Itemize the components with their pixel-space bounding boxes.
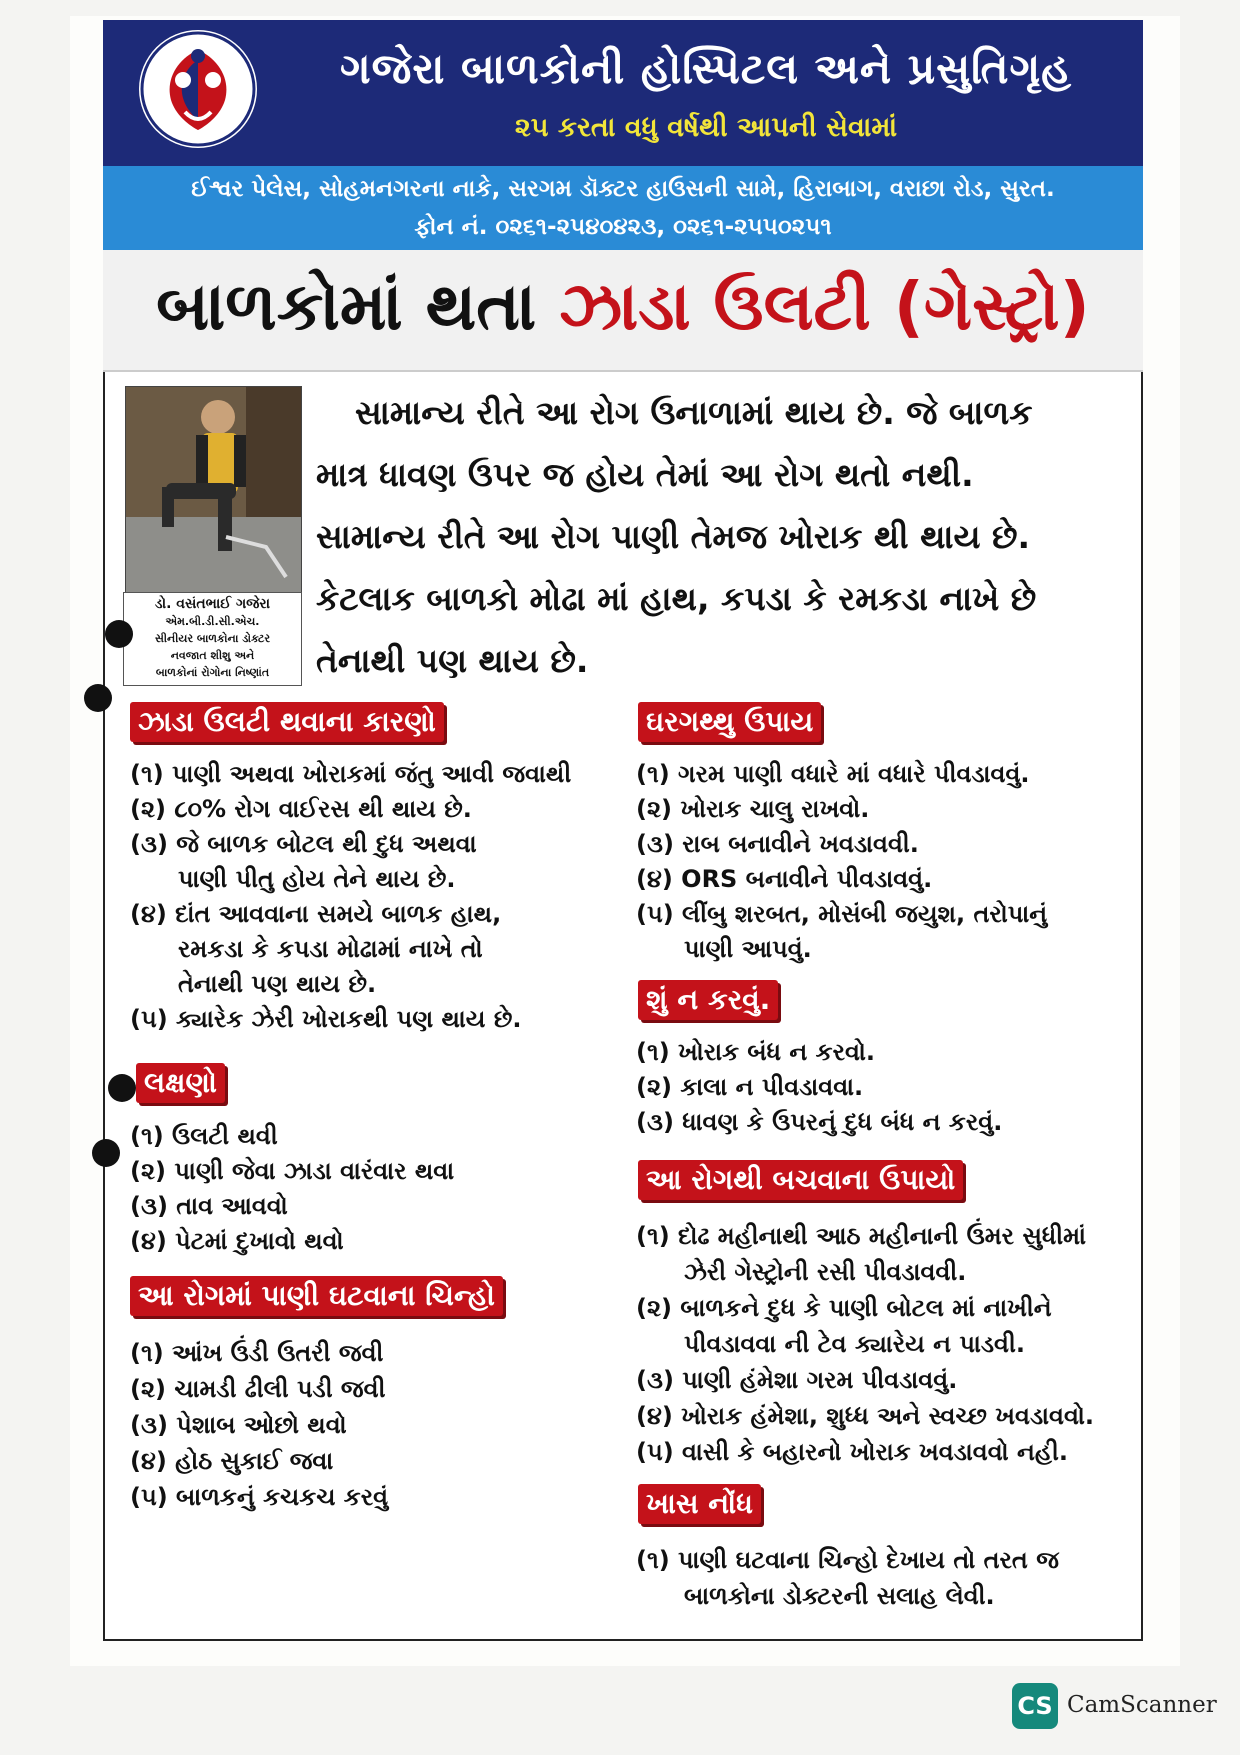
punch-hole: [105, 620, 133, 648]
prevention-item: પીવડાવવા ની ટેવ ક્યારેય ન પાડવી.: [684, 1330, 1025, 1358]
camscanner-logo-icon: CS: [1012, 1683, 1058, 1729]
cause-item: (૪) દાંત આવવાના સમયે બાળક હાથ,: [130, 900, 502, 928]
home-remedy-item: (૧) ગરમ પાણી વધારે માં વધારે પીવડાવવું.: [636, 760, 1030, 788]
home-remedy-item: પાણી આપવું.: [684, 935, 812, 963]
cause-item: (૫) ક્યારેક ઝેરી ખોરાકથી પણ થાય છે.: [130, 1005, 522, 1033]
page-title: [103, 268, 1143, 347]
doctor-degree: એમ.બી.ડી.સી.એચ.: [165, 615, 260, 628]
hospital-tagline: ૨૫ કરતા વધુ વર્ષથી આપની સેવામાં: [514, 112, 898, 143]
home-remedy-heading: ઘરગથ્થુ ઉપાય: [638, 702, 821, 742]
prevention-item: ઝેરી ગેસ્ટ્રોની રસી પીવડાવવી.: [684, 1258, 967, 1286]
note-item: બાળકોના ડોક્ટરની સલાહ લેવી.: [684, 1582, 995, 1610]
doctor-caption: [123, 592, 302, 686]
prevention-item: (૪) ખોરાક હંમેશા, શુધ્ધ અને સ્વચ્છ ખવડાવવો.: [636, 1402, 1095, 1430]
home-remedy-item: (૫) લીંબુ શરબત, મોસંબી જયુશ, તરોપાનું: [636, 900, 1048, 928]
symptom-item: (૨) પાણી જેવા ઝાડા વારંવાર થવા: [130, 1157, 455, 1185]
hospital-name: ગજેરા બાળકોની હોસ્પિટલ અને પ્રસુતિગૃહ: [340, 44, 1072, 93]
intro-line: તેનાથી પણ થાય છે.: [316, 641, 589, 680]
intro-line: કેટલાક બાળકો મોઢા માં હાથ, કપડા કે રમકડા નાખે છે: [316, 579, 1037, 618]
donts-heading: શું ન કરવું.: [638, 980, 778, 1020]
intro-line: સામાન્ય રીતે આ રોગ ઉનાળામાં થાય છે. જે બાળક: [355, 393, 1033, 432]
intro-line: સામાન્ય રીતે આ રોગ પાણી તેમજ ખોરાક થી થાય છે.: [316, 517, 1031, 556]
cause-item: (૩) જે બાળક બોટલ થી દુધ અથવા: [130, 830, 477, 858]
symptom-item: (૧) ઉલટી થવી: [130, 1122, 278, 1150]
dehydration-item: (૪) હોઠ સુકાઈ જવા: [130, 1447, 334, 1475]
doctor-photo: [125, 386, 302, 594]
intro-line: માત્ર ધાવણ ઉપર જ હોય તેમાં આ રોગ થતો નથી.: [316, 455, 974, 494]
cause-item: (૧) પાણી અથવા ખોરાકમાં જંતુ આવી જવાથી: [130, 760, 572, 788]
dehydration-heading: આ રોગમાં પાણી ઘટવાના ચિન્હો: [130, 1276, 503, 1316]
cause-item: (૨) ૮૦% રોગ વાઈરસ થી થાય છે.: [130, 795, 472, 823]
hospital-address: ઈશ્વર પેલેસ, સોહમનગરના નાકે, સરગમ ડૉક્ટર હાઉસની સામે, હિરાબાગ, વરાછા રોડ, સુરત.: [191, 176, 1055, 202]
prevention-item: (૩) પાણી હંમેશા ગરમ પીવડાવવું.: [636, 1366, 958, 1394]
donts-item: (૧) ખોરાક બંધ ન કરવો.: [636, 1038, 876, 1066]
note-item: (૧) પાણી ઘટવાના ચિન્હો દેખાય તો તરત જ: [636, 1546, 1059, 1574]
punch-hole: [108, 1074, 136, 1102]
punch-hole: [92, 1139, 120, 1167]
home-remedy-item: (૨) ખોરાક ચાલુ રાખવો.: [636, 795, 870, 823]
punch-hole: [84, 684, 112, 712]
prevention-item: (૫) વાસી કે બહારનો ખોરાક ખવડાવવો નહી.: [636, 1438, 1068, 1466]
home-remedy-item: (૪) ORS બનાવીને પીવડાવવું.: [636, 865, 933, 893]
dehydration-item: (૧) આંખ ઉંડી ઉતરી જવી: [130, 1339, 384, 1367]
title-part-black: બાળકોમાં થતા: [156, 268, 537, 345]
donts-item: (૨) કાલા ન પીવડાવવા.: [636, 1073, 864, 1101]
note-heading: ખાસ નોંધ: [638, 1484, 761, 1524]
doctor-title-2: નવજાત શીશુ અને: [170, 649, 255, 662]
dehydration-item: (૩) પેશાબ ઓછો થવો: [130, 1411, 347, 1439]
dehydration-item: (૫) બાળકનું કચકચ કરવું: [130, 1483, 389, 1511]
home-remedy-item: (૩) રાબ બનાવીને ખવડાવવી.: [636, 830, 919, 858]
donts-item: (૩) ધાવણ કે ઉપરનું દુધ બંધ ન કરવું.: [636, 1108, 1003, 1136]
symptom-item: (૩) તાવ આવવો: [130, 1192, 288, 1220]
camscanner-watermark: CamScanner: [1067, 1692, 1217, 1718]
doctor-title-1: સીનીયર બાળકોના ડોક્ટર: [154, 632, 271, 645]
symptom-item: (૪) પેટમાં દુખાવો થવો: [130, 1227, 344, 1255]
dehydration-item: (૨) ચામડી ઢીલી પડી જવી: [130, 1375, 386, 1403]
doctor-name: ડો. વસંતભાઈ ગજેરા: [154, 596, 271, 612]
cause-item: પાણી પીતુ હોય તેને થાય છે.: [178, 865, 456, 893]
prevention-item: (૧) દોઢ મહીનાથી આઠ મહીનાની ઉંમર સુધીમાં: [636, 1222, 1086, 1250]
prevention-item: (૨) બાળકને દુધ કે પાણી બોટલ માં નાખીને: [636, 1294, 1052, 1322]
symptoms-heading: લક્ષણો: [136, 1063, 225, 1103]
causes-heading: ઝાડા ઉલટી થવાના કારણો: [130, 702, 444, 742]
cause-item: રમકડા કે કપડા મોઢામાં નાખે તો: [178, 935, 483, 963]
logo-emblem-icon: [139, 30, 257, 148]
doctor-title-3: બાળકોનાં રોગોના નિષ્ણાંત: [155, 666, 270, 679]
title-part-red: ઝાડા ઉલટી (ગેસ્ટ્રો): [559, 268, 1090, 345]
cause-item: તેનાથી પણ થાય છે.: [178, 970, 377, 998]
hospital-logo: [139, 30, 257, 148]
hospital-phone: ફોન નં. ૦૨૬૧-૨૫૪૦૪૨૩, ૦૨૬૧-૨૫૫૦૨૫૧: [414, 214, 832, 240]
prevention-heading: આ રોગથી બચવાના ઉપાયો: [638, 1160, 963, 1200]
